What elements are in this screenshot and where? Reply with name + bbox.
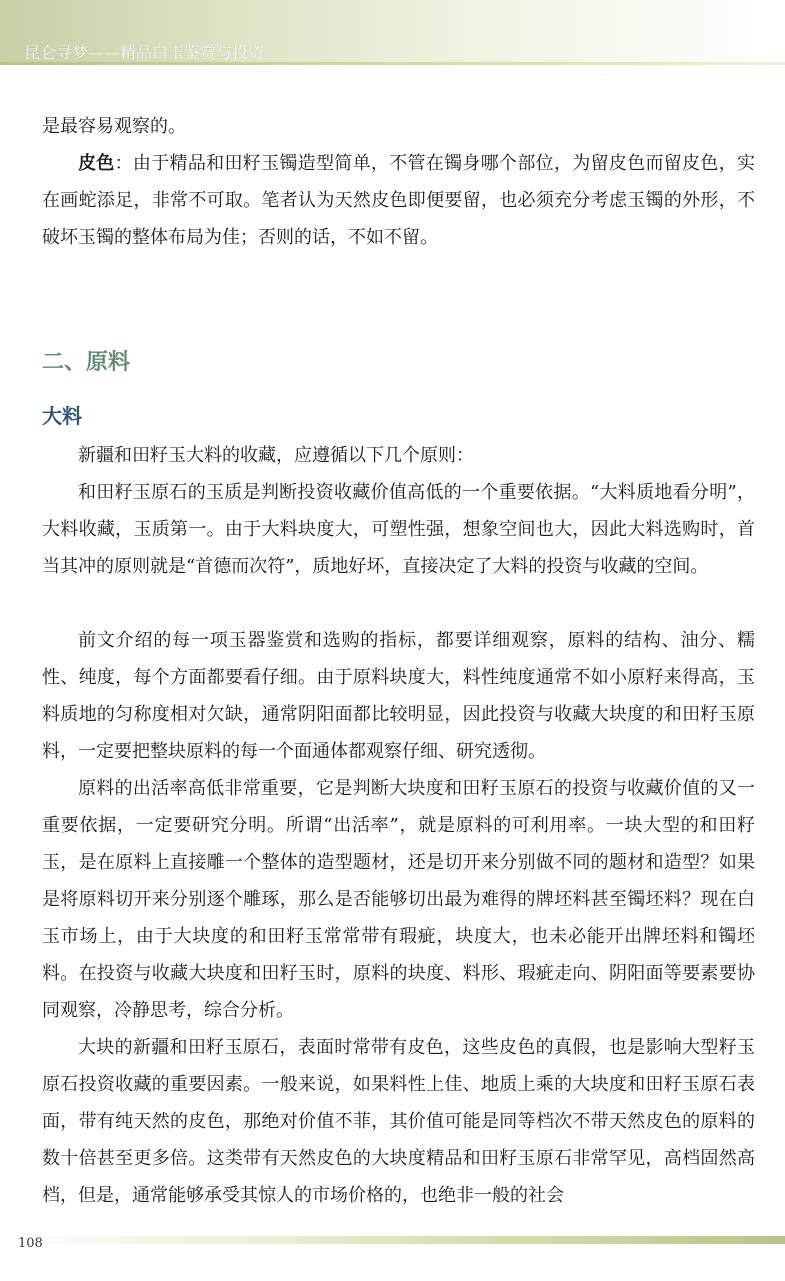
term-body: ：由于精品和田籽玉镯造型简单，不管在镯身哪个部位，为留皮色而留皮色，实在画蛇添足，非常不可取。笔者认为天然皮色即便要留，也必须充分考虑玉镯的外形，不破坏玉镯的整体布局为佳；否则的话，不如不留。 <box>42 153 756 248</box>
footer-divider <box>0 1236 785 1244</box>
paragraph-yield-rate: 原料的出活率高低非常重要，它是判断大块度和田籽玉原石的投资与收藏价值的又一重要依据，一定要研究分明。所谓“出活率”，就是原料的可利用率。一块大型的和田籽玉，是在原料上直接雕一个整体的造型题材，还是切开来分别做不同的题材和造型？如果是将原料切开来分别逐个雕琢，那么是否能够切出最为难得的牌坯料甚至镯坯料？现在白玉市场上，由于大块度的和田籽玉常常带有瑕疵，块度大，也未必能开出牌坯料和镯坯料。在投资与收藏大块度和田籽玉时，原料的块度、料形、瑕疵走向、阴阳面等要素要协同观察，冷静思考，综合分析。 <box>42 778 755 1021</box>
paragraph-principles-intro: 新疆和田籽玉大料的收藏，应遵循以下几个原则： <box>78 445 474 466</box>
section-heading: 二、原料 <box>42 349 131 375</box>
paragraph-pise <box>42 145 755 256</box>
paragraph-inspection: 前文介绍的每一项玉器鉴赏和选购的指标，都要详细观察，原料的结构、油分、糯性、纯度，每个方面都要看仔细。由于原料块度大，料性纯度通常不如小原籽来得高，玉料质地的匀称度相对欠缺，通常阴阳面都比较明显，因此投资与收藏大块度的和田籽玉原料，一定要把整块原料的每一个面通体都观察仔细、研究透彻。 <box>42 630 755 762</box>
page-number: 108 <box>18 1236 43 1251</box>
page-header-band <box>0 0 785 62</box>
running-header-title: 昆仑寻梦——精品白玉鉴赏与投资 <box>24 43 265 62</box>
subsection-heading: 大料 <box>42 404 82 428</box>
paragraph-jade-quality: 和田籽玉原石的玉质是判断投资收藏价值高低的一个重要依据。“大料质地看分明”，大料收藏，玉质第一。由于大料块度大，可塑性强，想象空间也大，因此大料选购时，首当其冲的原则就是“首德而次符”，质地好坏，直接决定了大料的投资与收藏的空间。 <box>42 482 755 577</box>
paragraph-intro: 是最容易观察的。 <box>42 116 186 137</box>
header-divider <box>0 62 785 65</box>
term-label: 皮色 <box>78 153 115 174</box>
paragraph-skin-color: 大块的新疆和田籽玉原石，表面时常带有皮色，这些皮色的真假，也是影响大型籽玉原石投资收藏的重要因素。一般来说，如果料性上佳、地质上乘的大块度和田籽玉原石表面，带有纯天然的皮色，那绝对价值不菲，其价值可能是同等档次不带天然皮色的原料的数十倍甚至更多倍。这类带有天然皮色的大块度精品和田籽玉原石非常罕见，高档固然高档，但是，通常能够承受其惊人的市场价格的，也绝非一般的社会 <box>42 1037 755 1206</box>
